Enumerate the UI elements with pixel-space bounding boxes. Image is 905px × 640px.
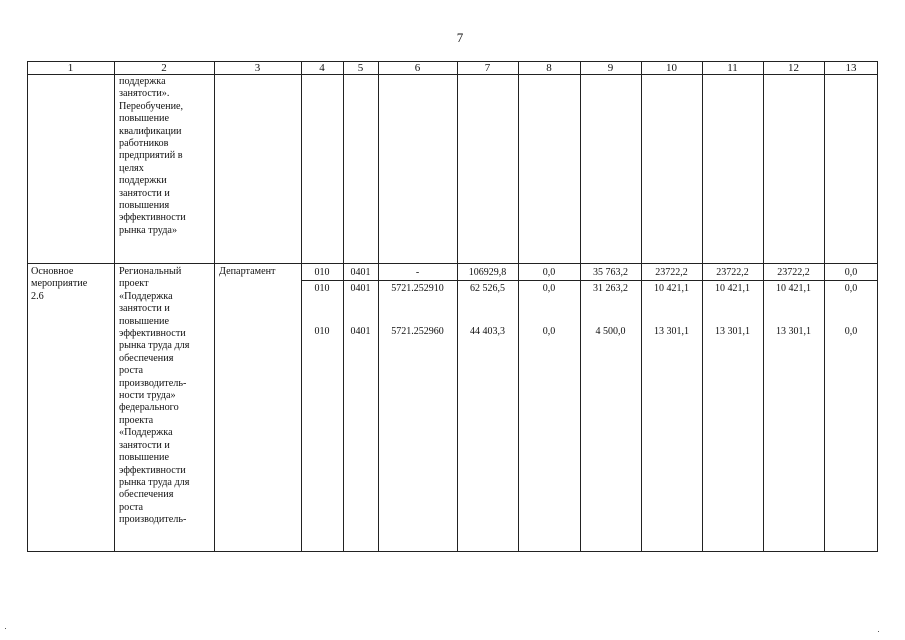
- grid-line: [343, 61, 344, 552]
- grid-line: [27, 61, 878, 62]
- column-header-4: 4: [319, 62, 325, 74]
- cell-c12: 23722,2: [777, 267, 810, 278]
- grid-line: [27, 61, 28, 552]
- page-number: 7: [456, 30, 464, 45]
- cell-c9: 35 763,2: [593, 267, 628, 278]
- continued-row-text: поддержка занятости». Переобучение, повышение квалификации работников предприятий в целях поддержки занятости и повышения эффективности рынка труда»: [119, 76, 186, 236]
- cell-c10: 10 421,1: [654, 283, 689, 294]
- column-header-8: 8: [546, 62, 552, 74]
- column-header-1: 1: [67, 62, 74, 74]
- cell-c13: 0,0: [844, 326, 858, 337]
- grid-line: [641, 61, 642, 552]
- grid-line: [27, 74, 878, 75]
- cell-c13: 0,0: [844, 267, 858, 278]
- cell-c11: 13 301,1: [715, 326, 750, 337]
- cell-c4: 010: [314, 326, 330, 337]
- cell-c8: 0,0: [542, 326, 556, 337]
- grid-line: [27, 551, 878, 552]
- row-executor: Департамент: [219, 266, 276, 277]
- column-header-11: 11: [727, 62, 738, 74]
- cell-c5: 0401: [350, 267, 371, 278]
- column-header-7: 7: [484, 62, 491, 74]
- column-header-10: 10: [666, 62, 677, 74]
- column-header-12: 12: [788, 62, 799, 74]
- grid-line: [214, 61, 215, 552]
- cell-c4: 010: [314, 267, 330, 278]
- cell-c8: 0,0: [542, 267, 556, 278]
- grid-line: [518, 61, 519, 552]
- cell-c7: 62 526,5: [470, 283, 505, 294]
- grid-line: [114, 61, 115, 552]
- grid-line: [824, 61, 825, 552]
- column-header-2: 2: [161, 62, 167, 74]
- row-label: Основное мероприятие 2.6: [31, 266, 88, 302]
- grid-line: [877, 61, 878, 552]
- cell-c7: 106929,8: [468, 267, 507, 278]
- cell-c6: -: [415, 267, 420, 278]
- cell-c10: 13 301,1: [654, 326, 689, 337]
- scan-speck: [878, 631, 879, 632]
- column-header-6: 6: [414, 62, 421, 74]
- cell-c10: 23722,2: [655, 267, 688, 278]
- column-header-9: 9: [607, 62, 614, 74]
- grid-line: [301, 61, 302, 552]
- row-description: Региональный проект «Поддержка занятости и повышение эффективности рынка труда для обеспечения роста производитель- ности труда» федерального проекта «Поддержка занятости и повышение эффективности рынка труда для обеспечения роста производитель-: [119, 266, 190, 526]
- cell-c11: 10 421,1: [715, 283, 750, 294]
- cell-c6: 5721.252910: [391, 283, 444, 294]
- grid-line: [378, 61, 379, 552]
- cell-c5: 0401: [350, 326, 371, 337]
- cell-c7: 44 403,3: [470, 326, 505, 337]
- cell-c8: 0,0: [542, 283, 556, 294]
- grid-line: [702, 61, 703, 552]
- cell-c5: 0401: [350, 283, 371, 294]
- cell-c12: 13 301,1: [776, 326, 811, 337]
- cell-c6: 5721.252960: [391, 326, 444, 337]
- cell-c11: 23722,2: [716, 267, 749, 278]
- scan-speck: [5, 628, 6, 629]
- grid-line: [763, 61, 764, 552]
- column-header-5: 5: [357, 62, 364, 74]
- column-header-13: 13: [845, 62, 857, 74]
- cell-c12: 10 421,1: [776, 283, 811, 294]
- cell-c13: 0,0: [844, 283, 858, 294]
- cell-c9: 4 500,0: [595, 326, 626, 337]
- column-header-3: 3: [254, 62, 261, 74]
- grid-line: [580, 61, 581, 552]
- grid-line: [27, 263, 878, 264]
- grid-line: [457, 61, 458, 552]
- cell-c9: 31 263,2: [593, 283, 628, 294]
- grid-line: [301, 280, 878, 281]
- cell-c4: 010: [314, 283, 330, 294]
